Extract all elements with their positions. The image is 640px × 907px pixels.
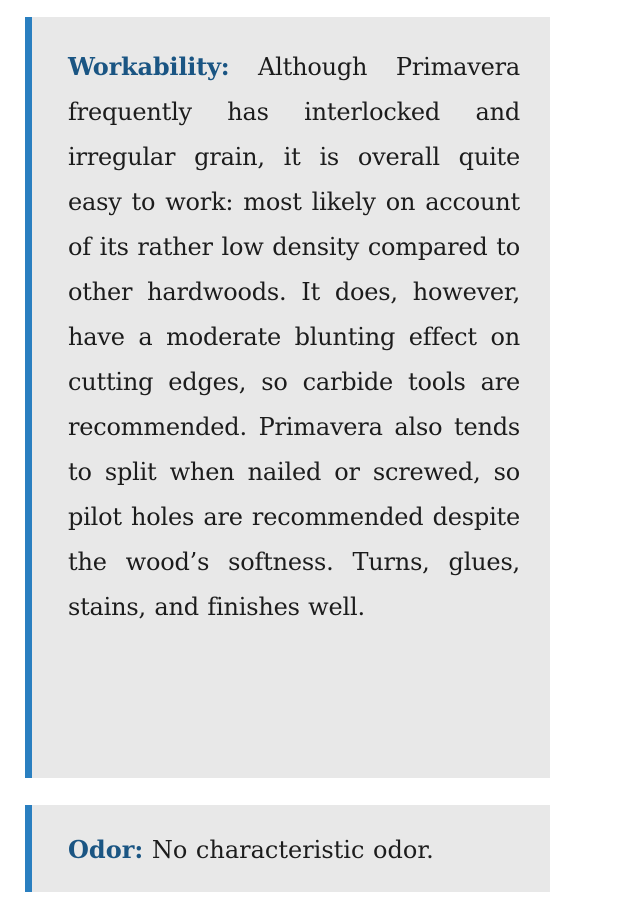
odor-callout [25,805,550,892]
odor-text: No characteristic odor. [151,836,434,864]
odor-paragraph [68,827,530,873]
workability-text: Although Primavera frequently has interlocked and irregular grain, it is overall quite easy to work: most likely on account of its rather low density compared to other hardwoods. It does, however, have a moderate blunting effect on cutting edges, so carbide tools are recommended. Primavera also tends to split when nailed or screwed, so pilot holes are recommended despite the wood’s softness. Turns, glues, stains, and finishes well. [68,53,520,621]
workability-paragraph [68,44,520,630]
workability-callout [25,17,550,778]
workability-label: Workability: [68,52,230,81]
odor-label: Odor: [68,835,144,864]
